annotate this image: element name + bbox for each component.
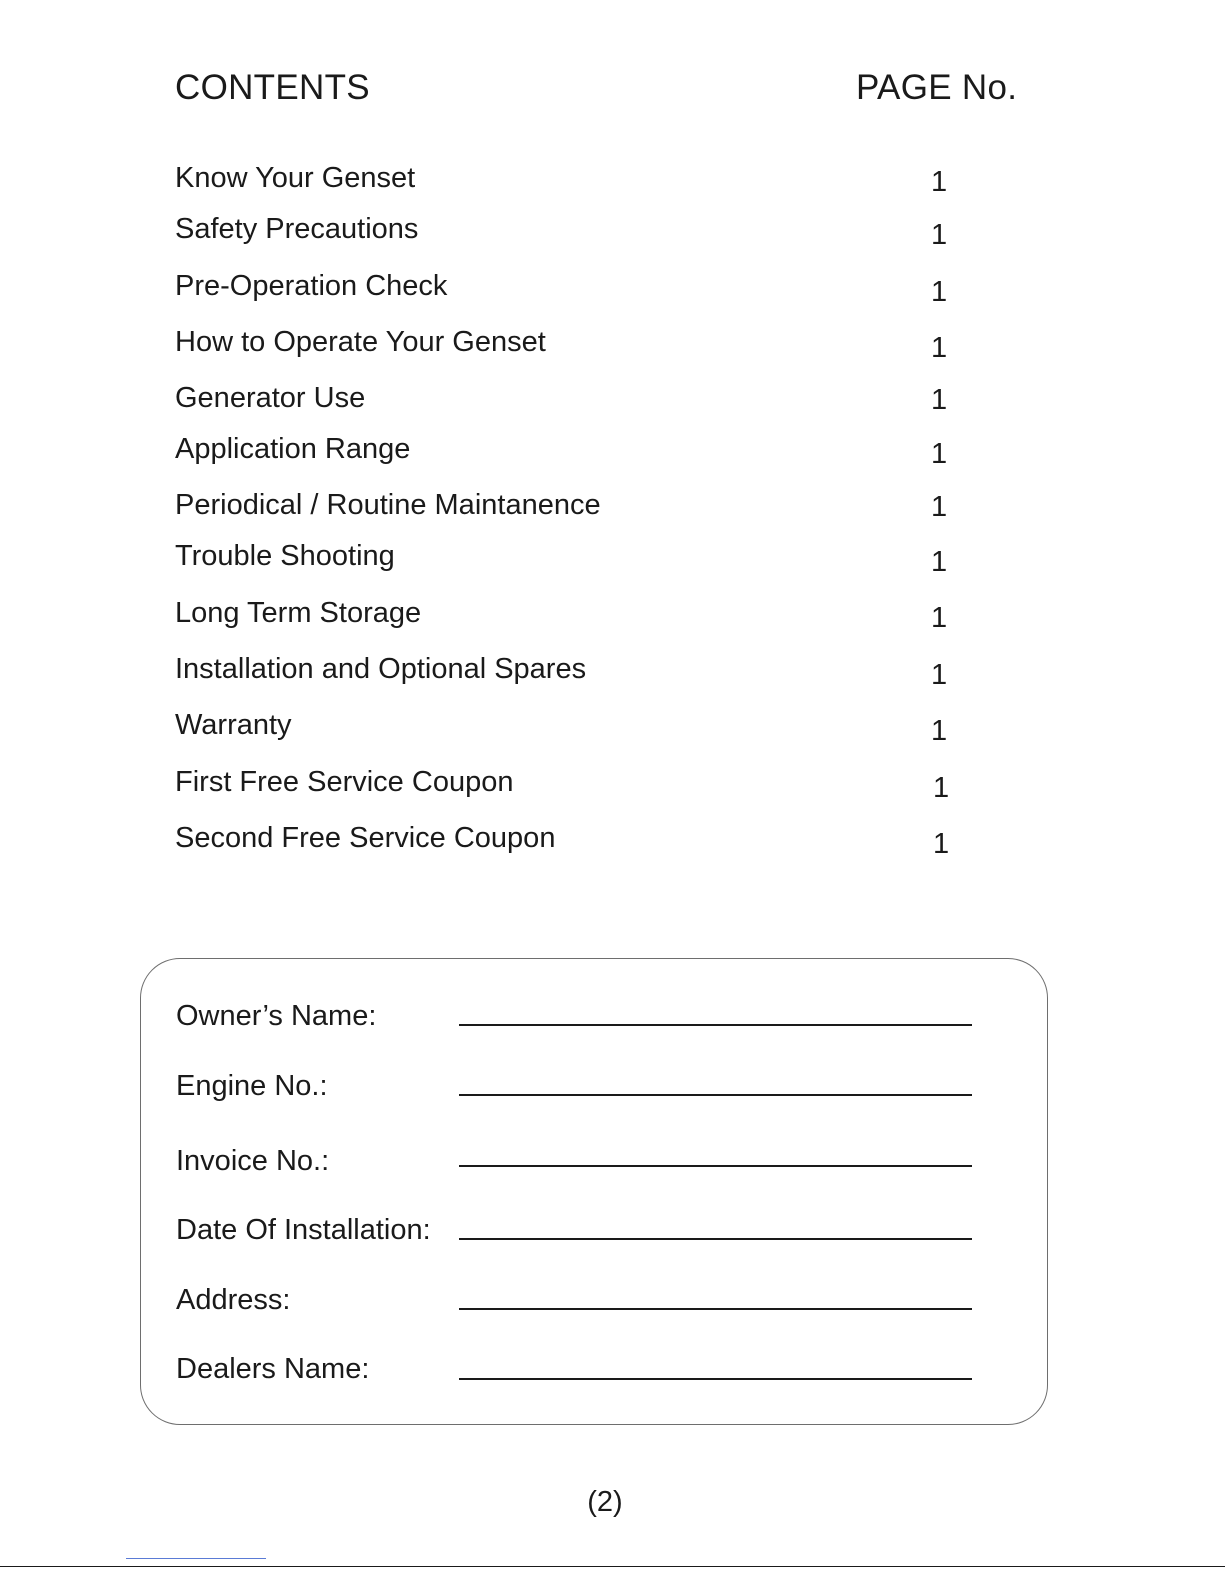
toc-item-title: Long Term Storage xyxy=(175,597,422,629)
toc-item-page: 1 xyxy=(931,602,948,634)
toc-item-page: 1 xyxy=(931,384,948,416)
toc-item-title: Safety Precautions xyxy=(175,213,419,245)
toc-item-page: 1 xyxy=(931,546,948,578)
toc-item-title: Second Free Service Coupon xyxy=(175,822,556,854)
toc-item-title: Trouble Shooting xyxy=(175,540,395,572)
toc-item xyxy=(175,764,965,804)
field-label: Date Of Installation: xyxy=(176,1214,431,1246)
fill-in-line xyxy=(459,1308,972,1310)
invoice-no-field xyxy=(176,1143,976,1183)
dealers-name-field xyxy=(176,1351,976,1391)
field-label: Owner’s Name: xyxy=(176,1000,377,1032)
toc-item xyxy=(175,651,965,691)
toc-item xyxy=(175,160,965,200)
toc-item-title: Installation and Optional Spares xyxy=(175,653,587,685)
toc-item xyxy=(175,487,965,527)
field-label: Address: xyxy=(176,1284,291,1316)
page-number: (2) xyxy=(587,1486,623,1518)
toc-item-title: Periodical / Routine Maintanence xyxy=(175,489,601,521)
toc-item xyxy=(175,324,965,364)
bottom-link-underline xyxy=(126,1558,266,1559)
toc-item-page: 1 xyxy=(931,715,948,747)
toc-item xyxy=(175,211,965,251)
toc-item-page: 1 xyxy=(931,332,948,364)
toc-item xyxy=(175,380,965,420)
engine-no-field xyxy=(176,1068,976,1108)
toc-item xyxy=(175,431,965,471)
field-label: Dealers Name: xyxy=(176,1353,370,1385)
toc-item xyxy=(175,538,965,578)
toc-item-title: Warranty xyxy=(175,709,292,741)
toc-item-title: How to Operate Your Genset xyxy=(175,326,546,358)
toc-item-page: 1 xyxy=(933,828,950,860)
page-no-heading: PAGE No. xyxy=(856,68,1018,107)
fill-in-line xyxy=(459,1024,972,1026)
fill-in-line xyxy=(459,1165,972,1167)
toc-item-page: 1 xyxy=(931,491,948,523)
field-label: Invoice No.: xyxy=(176,1145,330,1177)
fill-in-line xyxy=(459,1094,972,1096)
toc-item-page: 1 xyxy=(931,276,948,308)
toc-item-title: Pre-Operation Check xyxy=(175,270,448,302)
toc-item-title: First Free Service Coupon xyxy=(175,766,514,798)
toc-item-page: 1 xyxy=(931,166,948,198)
toc-item xyxy=(175,707,965,747)
date-of-installation-field xyxy=(176,1212,976,1252)
owner-name-field xyxy=(176,998,976,1038)
toc-item-title: Application Range xyxy=(175,433,411,465)
fill-in-line xyxy=(459,1238,972,1240)
fill-in-line xyxy=(459,1378,972,1380)
toc-item xyxy=(175,268,965,308)
toc-item xyxy=(175,820,965,860)
toc-item-page: 1 xyxy=(933,772,950,804)
address-field xyxy=(176,1282,976,1322)
field-label: Engine No.: xyxy=(176,1070,328,1102)
toc-item-title: Know Your Genset xyxy=(175,162,416,194)
toc-item-page: 1 xyxy=(931,219,948,251)
toc-item xyxy=(175,595,965,635)
toc-item-page: 1 xyxy=(931,659,948,691)
contents-heading: CONTENTS xyxy=(175,68,370,107)
bottom-rule xyxy=(0,1566,1225,1567)
toc-item-title: Generator Use xyxy=(175,382,366,414)
toc-item-page: 1 xyxy=(931,438,948,470)
